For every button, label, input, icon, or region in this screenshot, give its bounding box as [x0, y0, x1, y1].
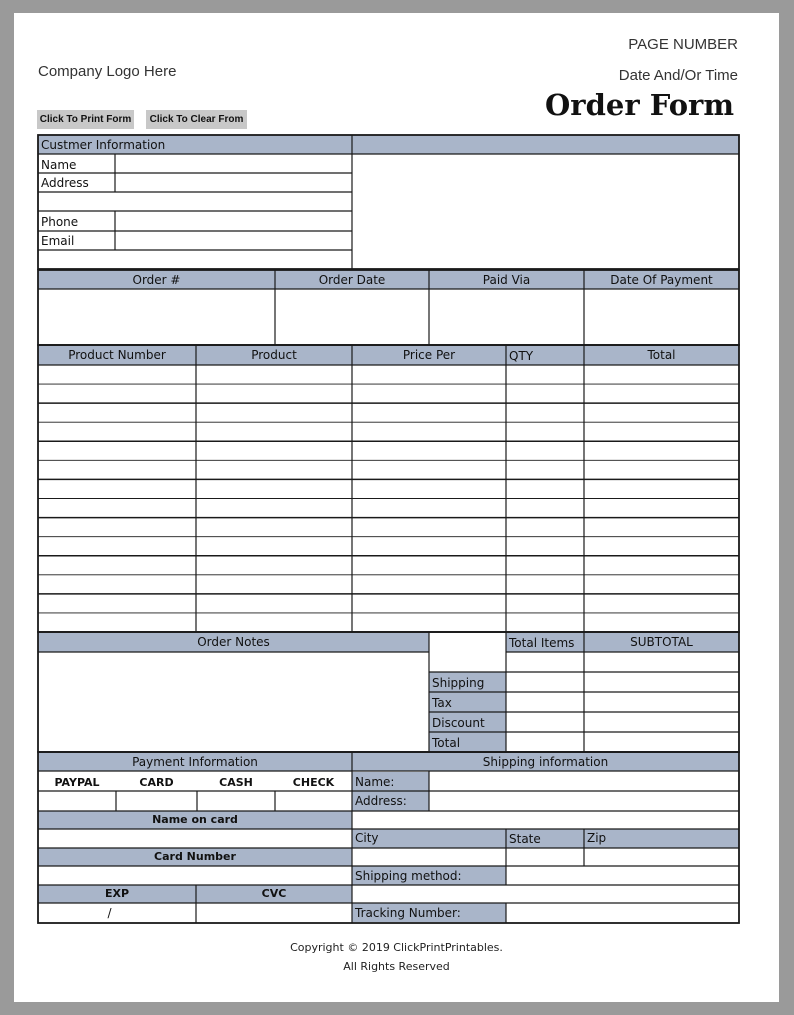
ship-state-label: State — [509, 832, 541, 846]
clear-form-button[interactable]: Click To Clear From — [146, 110, 247, 129]
customer-email-label: Email — [41, 234, 75, 248]
copyright: Copyright © 2019 ClickPrintPrintables. — [290, 941, 503, 954]
customer-address-label: Address — [41, 176, 89, 190]
tracking-number-label: Tracking Number: — [355, 906, 461, 920]
discount-label: Discount — [432, 716, 485, 730]
qty-header: QTY — [509, 349, 534, 363]
card-number-label: Card Number — [154, 850, 236, 863]
customer-heading: Custmer Information — [41, 138, 166, 152]
print-form-button[interactable]: Click To Print Form — [37, 110, 134, 129]
order-number-header: Order # — [132, 273, 181, 287]
price-per-header: Price Per — [402, 348, 456, 362]
date-of-payment-header: Date Of Payment — [610, 273, 713, 287]
total-items-label: Total Items — [509, 636, 575, 650]
ship-address-label: Address: — [355, 794, 407, 808]
card-label: CARD — [139, 776, 174, 789]
exp-label: EXP — [104, 887, 130, 900]
product-header: Product — [251, 348, 297, 362]
name-on-card-label: Name on card — [152, 813, 238, 826]
product-number-header: Product Number — [68, 348, 166, 362]
ship-zip-label: Zip — [587, 831, 607, 845]
customer-phone-label: Phone — [41, 215, 79, 229]
paypal-label: PAYPAL — [54, 776, 100, 789]
order-notes-header: Order Notes — [197, 635, 270, 649]
order-date-header: Order Date — [318, 273, 386, 287]
paid-via-header: Paid Via — [482, 273, 531, 287]
total-header: Total — [647, 348, 676, 362]
ship-city-label: City — [355, 831, 379, 845]
shipping-method-label: Shipping method: — [355, 869, 462, 883]
company-logo: Company Logo Here — [38, 63, 177, 80]
payment-heading: Payment Information — [132, 755, 258, 769]
ship-name-label: Name: — [355, 775, 395, 789]
exp-slash: / — [107, 906, 112, 920]
all-rights-reserved: All Rights Reserved — [343, 960, 450, 973]
form-page — [14, 13, 779, 1002]
subtotal-label: SUBTOTAL — [630, 635, 693, 649]
check-label: CHECK — [292, 776, 335, 789]
cvc-label: CVC — [261, 887, 287, 900]
shipping-heading: Shipping information — [482, 755, 609, 769]
date-time: Date And/Or Time — [618, 67, 738, 84]
tax-label: Tax — [432, 696, 452, 710]
customer-name-label: Name — [41, 158, 77, 172]
cash-label: CASH — [219, 776, 253, 789]
page-title: Order Form — [545, 88, 734, 122]
grand-total-label: Total — [432, 736, 461, 750]
shipping-label: Shipping — [432, 676, 485, 690]
page-number: PAGE NUMBER — [628, 36, 738, 53]
